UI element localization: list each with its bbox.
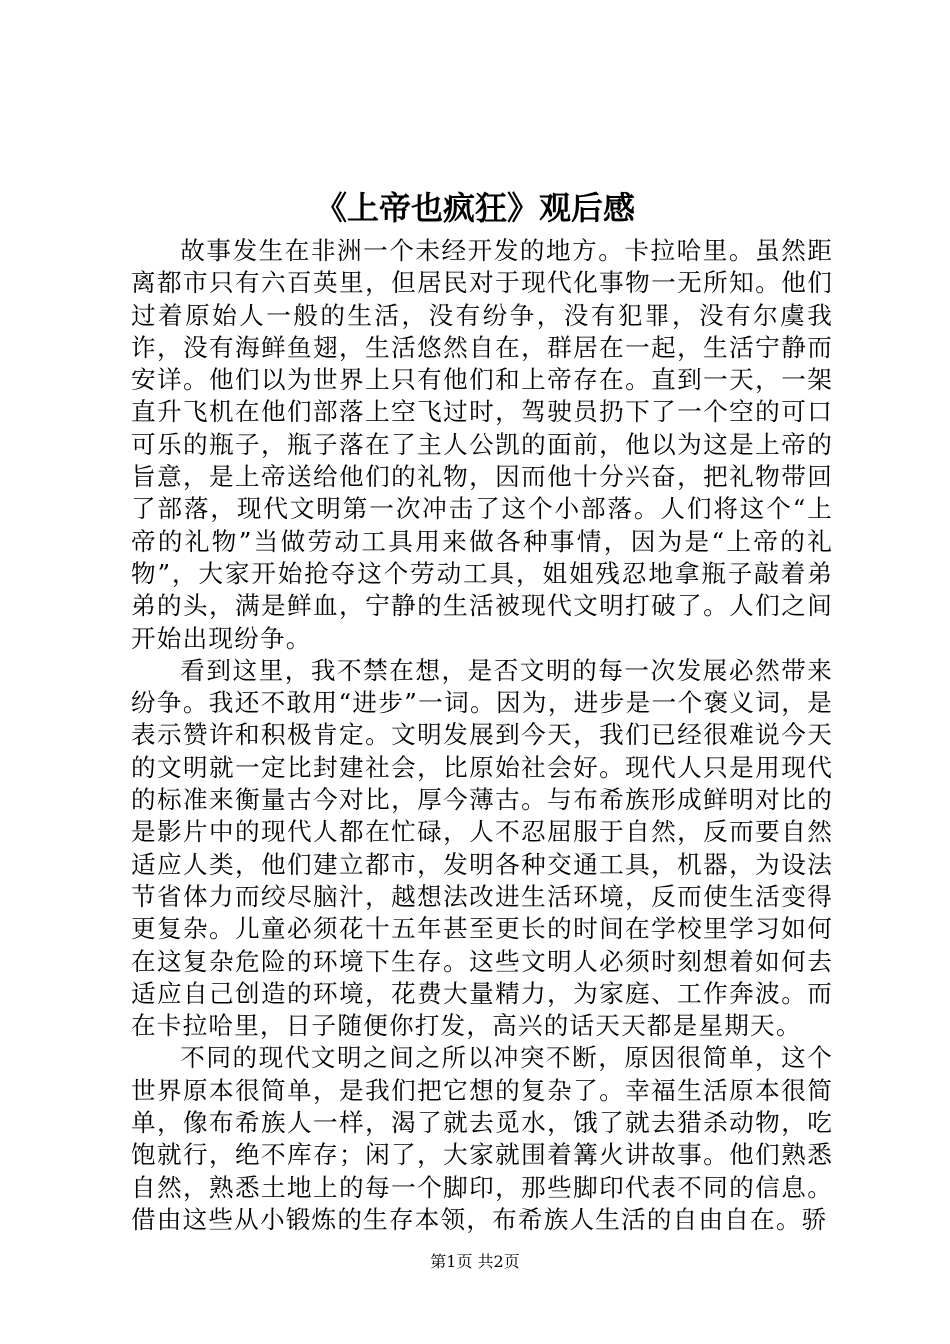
page-title: 《上帝也疯狂》观后感 xyxy=(314,189,635,227)
paragraph-2: 看到这里，我不禁在想，是否文明的每一次发展必然带来纷争。我还不敢用“进步”一词。因为，进步是一个褒义词，是表示赞许和积极肯定。文明发展到今天，我们已经很难说今天的文明就一定比封建社会，比原始社会好。现代人只是用现代的标准来衡量古今对比，厚今薄古。与布希族形成鲜明对比的是影片中的现代人都在忙碌，人不忍屈服于自然，反而要自然适应人类，他们建立都市，发明各种交通工具，机器，为设法节省体力而绞尽脑汁，越想法改进生活环境，反而使生活变得更复杂。儿童必须花十五年甚至更长的时间在学校里学习如何在这复杂危险的环境下生存。这些文明人必须时刻想着如何去适应自己创造的环境，花费大量精力，为家庭、工作奔波。而在卡拉哈里，日子随便你打发，高兴的话天天都是星期天。 xyxy=(131,655,833,1041)
paragraph-1: 故事发生在非洲一个未经开发的地方。卡拉哈里。虽然距离都市只有六百英里，但居民对于现代化事物一无所知。他们过着原始人一般的生活，没有纷争，没有犯罪，没有尔虞我诈，没有海鲜鱼翅，生活悠然自在，群居在一起，生活宁静而安详。他们以为世界上只有他们和上帝存在。直到一天，一架直升飞机在他们部落上空飞过时，驾驶员扔下了一个空的可口可乐的瓶子，瓶子落在了主人公凯的面前，他以为这是上帝的旨意，是上帝送给他们的礼物，因而他十分兴奋，把礼物带回了部落，现代文明第一次冲击了这个小部落。人们将这个“上帝的礼物”当做劳动工具用来做各种事情，因为是“上帝的礼物”，大家开始抢夺这个劳动工具，姐姐残忍地拿瓶子敲着弟弟的头，满是鲜血，宁静的生活被现代文明打破了。人们之间开始出现纷争。 xyxy=(131,236,833,653)
document-body xyxy=(131,235,833,1236)
page-footer: 第1页 共2页 xyxy=(430,1252,520,1271)
paragraph-3: 不同的现代文明之间之所以冲突不断，原因很简单，这个世界原本很简单，是我们把它想的复杂了。幸福生活原本很简单，像布希族人一样，渴了就去觅水，饿了就去猎杀动物，吃饱就行，绝不库存；闲了，大家就围着篝火讲故事。他们熟悉自然，熟悉土地上的每一个脚印，那些脚印代表不同的信息。借由这些从小锻炼的生存本领，布希族人生活的自由自在。骄 xyxy=(131,1043,833,1234)
